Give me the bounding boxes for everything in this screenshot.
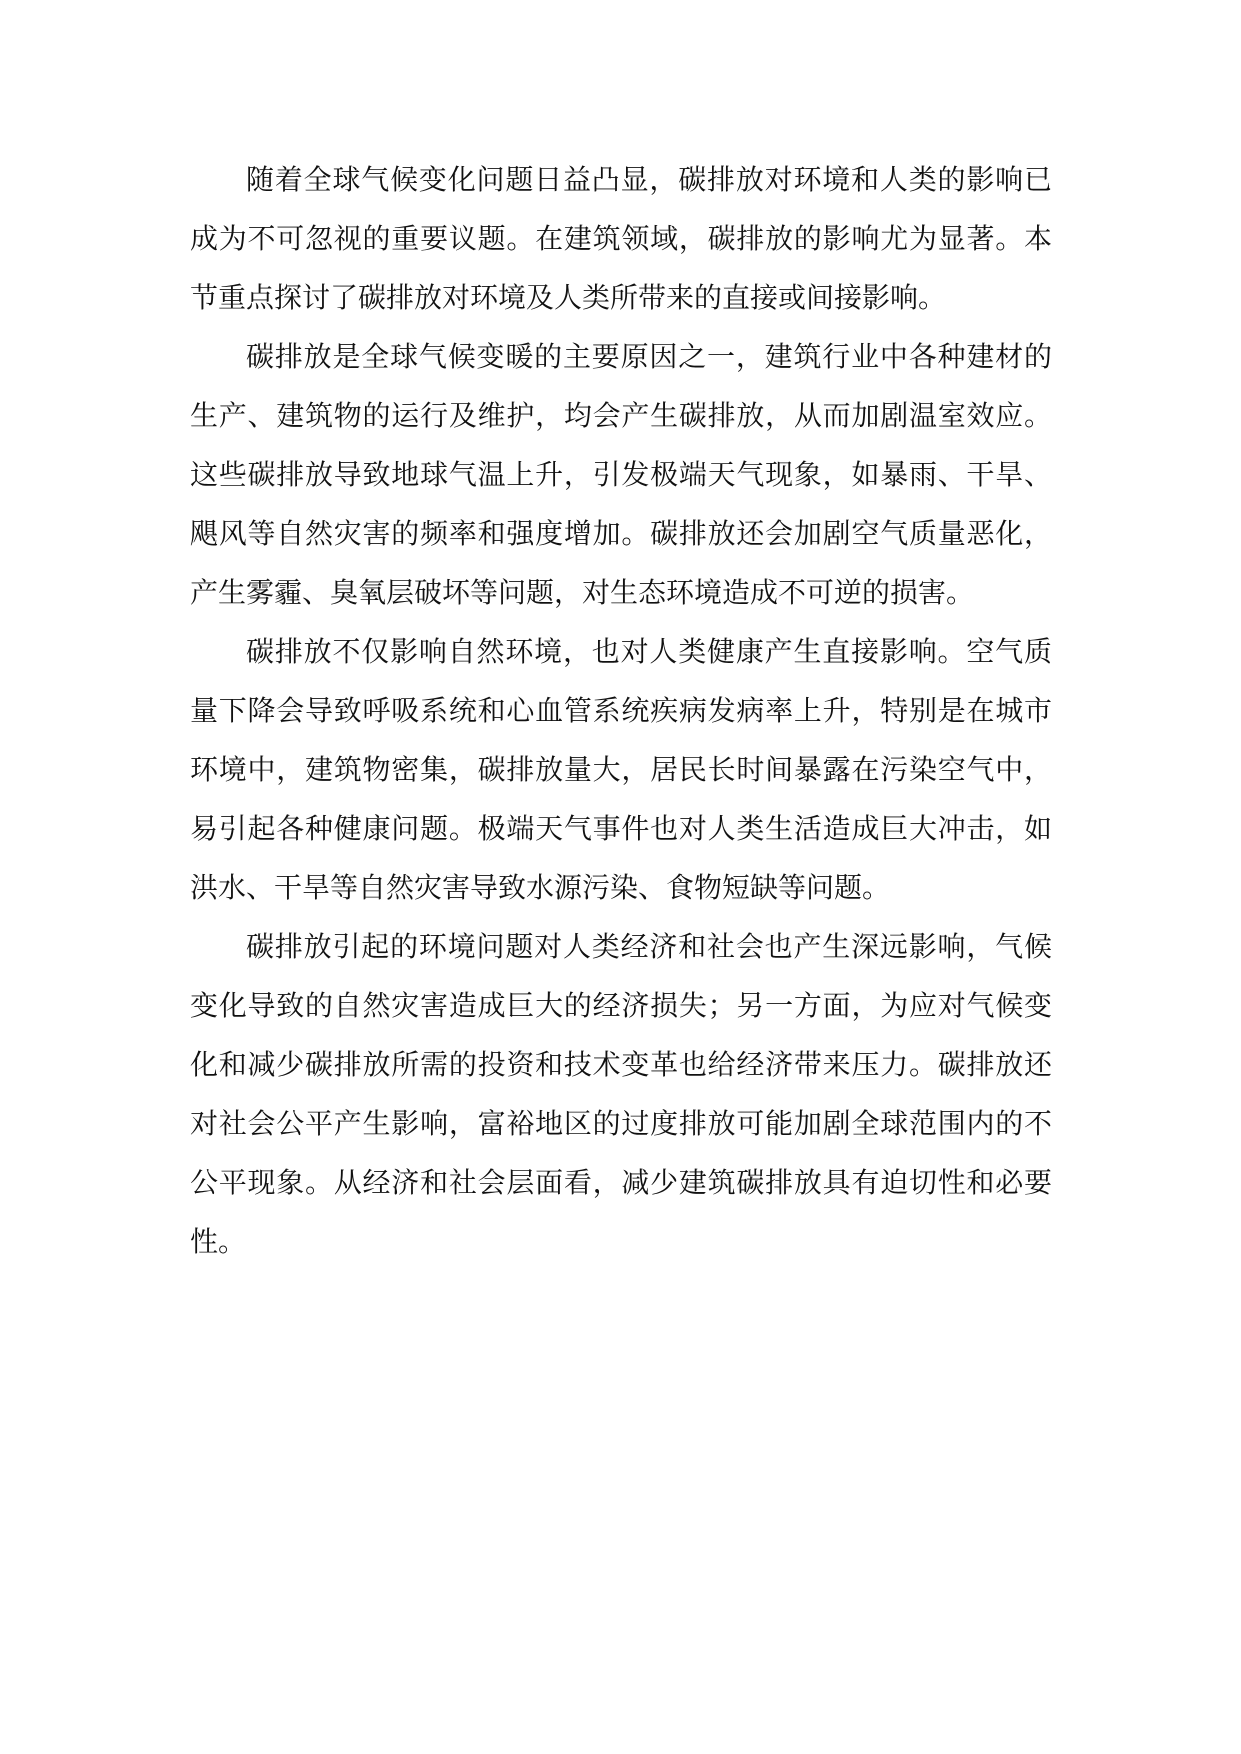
paragraph-line: 碳排放是全球气候变暖的主要原因之一，建筑行业中各种建材的: [246, 340, 1052, 373]
paragraph-1: [190, 150, 1052, 327]
paragraph-line: 随着全球气候变化问题日益凸显，碳排放对环境和人类的影响已: [246, 163, 1052, 196]
paragraph-2: [190, 327, 1052, 622]
paragraph-4: [190, 917, 1052, 1271]
paragraph-line: 化和减少碳排放所需的投资和技术变革也给经济带来压力。碳排放还: [190, 1048, 1052, 1081]
paragraph-line: 量下降会导致呼吸系统和心血管系统疾病发病率上升，特别是在城市: [190, 694, 1052, 727]
paragraph-line: 对社会公平产生影响，富裕地区的过度排放可能加剧全球范围内的不: [190, 1107, 1052, 1140]
paragraph-line: 易引起各种健康问题。极端天气事件也对人类生活造成巨大冲击，如: [190, 812, 1052, 845]
paragraph-line: 碳排放不仅影响自然环境，也对人类健康产生直接影响。空气质: [246, 635, 1052, 668]
paragraph-3: [190, 622, 1052, 917]
paragraph-line: 变化导致的自然灾害造成巨大的经济损失；另一方面，为应对气候变: [190, 989, 1052, 1022]
paragraph-line: 成为不可忽视的重要议题。在建筑领域，碳排放的影响尤为显著。本: [190, 222, 1052, 255]
paragraph-line: 环境中，建筑物密集，碳排放量大，居民长时间暴露在污染空气中，: [190, 753, 1052, 786]
paragraph-line: 公平现象。从经济和社会层面看，减少建筑碳排放具有迫切性和必要: [190, 1166, 1052, 1199]
paragraph-line: 这些碳排放导致地球气温上升，引发极端天气现象，如暴雨、干旱、: [190, 458, 1052, 491]
paragraph-line: 性。: [190, 1225, 247, 1258]
paragraph-line: 飓风等自然灾害的频率和强度增加。碳排放还会加剧空气质量恶化，: [190, 517, 1052, 550]
paragraph-line: 产生雾霾、臭氧层破坏等问题，对生态环境造成不可逆的损害。: [190, 576, 975, 609]
paragraph-line: 生产、建筑物的运行及维护，均会产生碳排放，从而加剧温室效应。: [190, 399, 1052, 432]
paragraph-line: 节重点探讨了碳排放对环境及人类所带来的直接或间接影响。: [190, 281, 947, 314]
document-body: [190, 150, 1052, 1271]
paragraph-line: 洪水、干旱等自然灾害导致水源污染、食物短缺等问题。: [190, 871, 891, 904]
paragraph-line: 碳排放引起的环境问题对人类经济和社会也产生深远影响，气候: [246, 930, 1052, 963]
